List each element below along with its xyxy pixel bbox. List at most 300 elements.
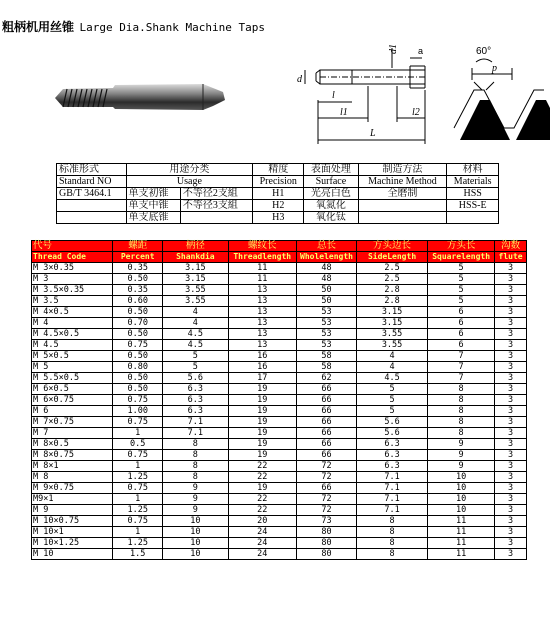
column-header: Thread Code <box>32 252 113 263</box>
table-cell: 3 <box>495 384 527 395</box>
table-cell: 3 <box>495 483 527 494</box>
table-cell: 11 <box>228 263 296 274</box>
table-cell: 5 <box>357 406 428 417</box>
table-cell: 5 <box>428 296 495 307</box>
standard-row <box>57 212 499 224</box>
table-cell: 2.8 <box>357 296 428 307</box>
column-header: Squarelength <box>428 252 495 263</box>
table-cell: 66 <box>296 395 356 406</box>
table-cell: 8 <box>428 406 495 417</box>
table-cell: 8 <box>357 527 428 538</box>
table-cell: 7.1 <box>357 483 428 494</box>
table-cell: 3 <box>495 472 527 483</box>
table-cell: 7.1 <box>163 428 228 439</box>
table-cell: 11 <box>428 527 495 538</box>
table-cell: 2.8 <box>357 285 428 296</box>
column-header: 柄径 <box>163 241 228 252</box>
table-cell: 3 <box>495 285 527 296</box>
table-cell: 7.1 <box>357 472 428 483</box>
column-header: 总长 <box>296 241 356 252</box>
standard-cell <box>447 212 499 224</box>
table-cell: 6.3 <box>163 406 228 417</box>
title-english: Large Dia.Shank Machine Taps <box>79 21 265 34</box>
table-cell: 58 <box>296 351 356 362</box>
table-cell: 5.6 <box>163 373 228 384</box>
table-cell: 4.5 <box>357 373 428 384</box>
table-cell: 48 <box>296 263 356 274</box>
table-cell: 0.60 <box>113 296 163 307</box>
table-cell: 6.3 <box>163 395 228 406</box>
label-l1: l1 <box>340 107 348 118</box>
standard-cell: Surface <box>304 176 358 188</box>
table-row <box>32 516 527 527</box>
table-cell: 10 <box>428 472 495 483</box>
standard-info-table <box>56 163 499 224</box>
table-cell: 0.75 <box>113 417 163 428</box>
table-row <box>32 417 527 428</box>
table-cell: M 9×0.75 <box>32 483 113 494</box>
label-angle: 60° <box>476 46 492 57</box>
column-header: Threadlength <box>228 252 296 263</box>
table-cell: 80 <box>296 538 356 549</box>
table-cell: M 5×0.5 <box>32 351 113 362</box>
table-cell: M 3 <box>32 274 113 285</box>
table-cell: 6.3 <box>357 439 428 450</box>
table-cell: 62 <box>296 373 356 384</box>
table-cell: M 8×0.5 <box>32 439 113 450</box>
table-row <box>32 395 527 406</box>
table-cell: M9×1 <box>32 494 113 505</box>
table-cell: 0.80 <box>113 362 163 373</box>
standard-cell: 单支底锥 <box>126 212 180 224</box>
table-cell: 13 <box>228 296 296 307</box>
table-row <box>32 450 527 461</box>
table-row <box>32 439 527 450</box>
column-header: 代号 <box>32 241 113 252</box>
tap-spec-table <box>31 240 527 560</box>
table-row <box>32 384 527 395</box>
standard-cell: 不等径2支組 <box>180 188 252 200</box>
table-cell: 0.35 <box>113 285 163 296</box>
tap-dimension-drawing <box>292 40 457 150</box>
table-cell: M 4 <box>32 318 113 329</box>
standard-cell <box>358 212 447 224</box>
table-cell: 3 <box>495 461 527 472</box>
standard-cell: H1 <box>253 188 304 200</box>
table-cell: 3 <box>495 417 527 428</box>
table-cell: 66 <box>296 417 356 428</box>
table-cell: 17 <box>228 373 296 384</box>
table-cell: 3.15 <box>357 318 428 329</box>
table-cell: 6 <box>428 329 495 340</box>
standard-cell: 单支中锥 <box>126 200 180 212</box>
table-row <box>32 373 527 384</box>
standard-row <box>57 164 499 176</box>
table-row <box>32 362 527 373</box>
table-cell: 11 <box>428 538 495 549</box>
table-row <box>32 406 527 417</box>
table-cell: 5 <box>357 395 428 406</box>
table-cell: 19 <box>228 395 296 406</box>
table-cell: 3 <box>495 505 527 516</box>
standard-cell: GB/T 3464.1 <box>57 188 127 200</box>
table-cell: 6 <box>428 340 495 351</box>
table-cell: 13 <box>228 340 296 351</box>
table-cell: 73 <box>296 516 356 527</box>
table-cell: 5 <box>428 285 495 296</box>
label-a: a <box>418 46 424 56</box>
table-cell: 3.15 <box>357 307 428 318</box>
table-cell: 11 <box>428 549 495 560</box>
table-cell: 3 <box>495 395 527 406</box>
table-cell: 7.1 <box>357 494 428 505</box>
table-cell: 0.5 <box>113 439 163 450</box>
table-cell: 19 <box>228 384 296 395</box>
table-cell: 8 <box>163 439 228 450</box>
standard-row <box>57 200 499 212</box>
table-cell: M 8×0.75 <box>32 450 113 461</box>
thread-profile-drawing <box>452 40 552 140</box>
table-cell: 19 <box>228 483 296 494</box>
table-cell: 3 <box>495 428 527 439</box>
table-cell: 22 <box>228 494 296 505</box>
table-cell: 6 <box>428 307 495 318</box>
table-cell: 10 <box>163 549 228 560</box>
table-cell: M 3.5 <box>32 296 113 307</box>
standard-cell: 标准形式 <box>57 164 127 176</box>
table-cell: 8 <box>163 472 228 483</box>
table-cell: 3 <box>495 329 527 340</box>
table-row <box>32 494 527 505</box>
table-cell: 1.5 <box>113 549 163 560</box>
standard-row <box>57 188 499 200</box>
standard-cell: Usage <box>126 176 253 188</box>
table-cell: 80 <box>296 527 356 538</box>
table-cell: 1.25 <box>113 505 163 516</box>
table-cell: M 7 <box>32 428 113 439</box>
table-cell: M 4.5 <box>32 340 113 351</box>
table-cell: 6.3 <box>357 450 428 461</box>
table-cell: 24 <box>228 527 296 538</box>
table-cell: 5.6 <box>357 428 428 439</box>
table-cell: 6.3 <box>357 461 428 472</box>
table-cell: 3 <box>495 494 527 505</box>
standard-cell: HSS-E <box>447 200 499 212</box>
table-cell: 10 <box>428 494 495 505</box>
table-cell: 66 <box>296 428 356 439</box>
standard-cell: 制造方法 <box>358 164 447 176</box>
table-cell: 0.70 <box>113 318 163 329</box>
standard-cell: Standard NO <box>57 176 127 188</box>
standard-cell <box>57 200 127 212</box>
table-cell: 10 <box>428 505 495 516</box>
table-cell: 3.15 <box>163 274 228 285</box>
table-cell: 50 <box>296 296 356 307</box>
table-row <box>32 461 527 472</box>
table-cell: 0.50 <box>113 329 163 340</box>
table-row <box>32 505 527 516</box>
table-cell: 0.75 <box>113 395 163 406</box>
table-cell: 16 <box>228 362 296 373</box>
table-cell: M 3×0.35 <box>32 263 113 274</box>
table-cell: 7 <box>428 373 495 384</box>
table-cell: 3 <box>495 373 527 384</box>
table-row <box>32 263 527 274</box>
table-cell: 1 <box>113 494 163 505</box>
standard-cell: 全磨制 <box>358 188 447 200</box>
table-cell: 9 <box>163 505 228 516</box>
label-d: d <box>297 74 302 85</box>
table-cell: 1 <box>113 428 163 439</box>
table-cell: 72 <box>296 461 356 472</box>
table-cell: 7 <box>428 362 495 373</box>
table-cell: 5 <box>163 362 228 373</box>
table-cell: 8 <box>357 538 428 549</box>
table-cell: 24 <box>228 549 296 560</box>
table-cell: 3 <box>495 263 527 274</box>
table-cell: 3 <box>495 274 527 285</box>
table-cell: 8 <box>428 384 495 395</box>
standard-cell: Materials <box>447 176 499 188</box>
column-header: Percent <box>113 252 163 263</box>
table-cell: 0.35 <box>113 263 163 274</box>
standard-cell <box>358 200 447 212</box>
table-cell: M 3.5×0.35 <box>32 285 113 296</box>
table-cell: 13 <box>228 329 296 340</box>
table-cell: 19 <box>228 417 296 428</box>
column-header: Shankdia <box>163 252 228 263</box>
table-cell: 11 <box>428 516 495 527</box>
table-cell: 4.5 <box>163 329 228 340</box>
table-cell: 5 <box>428 263 495 274</box>
table-row <box>32 307 527 318</box>
standard-cell: 光亮白色 <box>304 188 358 200</box>
table-cell: M 6 <box>32 406 113 417</box>
table-row <box>32 351 527 362</box>
table-cell: 5 <box>357 384 428 395</box>
table-cell: 9 <box>428 439 495 450</box>
table-cell: 5 <box>428 274 495 285</box>
table-cell: 9 <box>163 494 228 505</box>
table-cell: 1 <box>113 527 163 538</box>
table-cell: 80 <box>296 549 356 560</box>
table-cell: M 4×0.5 <box>32 307 113 318</box>
table-cell: 66 <box>296 406 356 417</box>
table-row <box>32 549 527 560</box>
table-cell: 3 <box>495 450 527 461</box>
standard-cell <box>180 212 252 224</box>
table-cell: 8 <box>428 417 495 428</box>
table-cell: 6 <box>428 318 495 329</box>
table-cell: 4.5 <box>163 340 228 351</box>
table-cell: 2.5 <box>357 274 428 285</box>
table-cell: 0.50 <box>113 373 163 384</box>
table-cell: 11 <box>228 274 296 285</box>
table-cell: 13 <box>228 285 296 296</box>
table-cell: M 4.5×0.5 <box>32 329 113 340</box>
column-header: flute <box>495 252 527 263</box>
column-header: 螺距 <box>113 241 163 252</box>
table-cell: 4 <box>163 318 228 329</box>
table-cell: M 9 <box>32 505 113 516</box>
table-cell: 72 <box>296 494 356 505</box>
table-cell: 7.1 <box>357 505 428 516</box>
standard-cell: 用途分类 <box>126 164 253 176</box>
column-header: 方头边长 <box>357 241 428 252</box>
table-cell: 4 <box>357 351 428 362</box>
table-cell: 0.75 <box>113 516 163 527</box>
table-cell: 0.75 <box>113 483 163 494</box>
table-row <box>32 428 527 439</box>
table-cell: 66 <box>296 483 356 494</box>
label-l2: l2 <box>412 107 420 118</box>
standard-cell: 氧化钛 <box>304 212 358 224</box>
table-cell: 10 <box>163 538 228 549</box>
table-cell: 3 <box>495 549 527 560</box>
standard-cell: H2 <box>253 200 304 212</box>
table-cell: 9 <box>428 450 495 461</box>
table-row <box>32 472 527 483</box>
table-cell: 5 <box>163 351 228 362</box>
table-cell: 13 <box>228 307 296 318</box>
table-cell: 19 <box>228 406 296 417</box>
table-cell: 3 <box>495 538 527 549</box>
table-cell: 3.55 <box>357 329 428 340</box>
table-cell: 3 <box>495 527 527 538</box>
table-cell: M 10×1 <box>32 527 113 538</box>
table-cell: 72 <box>296 505 356 516</box>
table-cell: M 5.5×0.5 <box>32 373 113 384</box>
table-cell: 8 <box>428 395 495 406</box>
table-cell: 0.50 <box>113 351 163 362</box>
label-p: p <box>492 63 497 74</box>
table-cell: 0.50 <box>113 384 163 395</box>
table-cell: 8 <box>428 428 495 439</box>
table-row <box>32 296 527 307</box>
label-l: l <box>332 90 335 101</box>
table-cell: 1 <box>113 461 163 472</box>
table-cell: 3.55 <box>357 340 428 351</box>
table-cell: 48 <box>296 274 356 285</box>
table-row <box>32 527 527 538</box>
table-cell: 53 <box>296 307 356 318</box>
table-cell: 3 <box>495 439 527 450</box>
table-cell: 20 <box>228 516 296 527</box>
column-header: 沟数 <box>495 241 527 252</box>
spec-header-row <box>32 241 527 252</box>
table-cell: 16 <box>228 351 296 362</box>
table-cell: 3 <box>495 516 527 527</box>
table-cell: 8 <box>163 450 228 461</box>
table-cell: 0.50 <box>113 274 163 285</box>
table-cell: 3.55 <box>163 296 228 307</box>
table-cell: 8 <box>163 461 228 472</box>
table-cell: 0.50 <box>113 307 163 318</box>
standard-cell: 表面处理 <box>304 164 358 176</box>
table-cell: 22 <box>228 505 296 516</box>
table-cell: 3 <box>495 351 527 362</box>
table-cell: M 10×1.25 <box>32 538 113 549</box>
table-cell: 3 <box>495 340 527 351</box>
table-cell: M 8 <box>32 472 113 483</box>
table-row <box>32 340 527 351</box>
table-row <box>32 318 527 329</box>
table-cell: 19 <box>228 428 296 439</box>
table-cell: 66 <box>296 439 356 450</box>
table-cell: 19 <box>228 450 296 461</box>
standard-cell: 精度 <box>253 164 304 176</box>
standard-cell: HSS <box>447 188 499 200</box>
table-cell: 58 <box>296 362 356 373</box>
table-cell: 10 <box>163 527 228 538</box>
label-d1: d1 <box>388 44 399 54</box>
table-cell: 4 <box>357 362 428 373</box>
table-cell: 53 <box>296 340 356 351</box>
table-cell: 4 <box>163 307 228 318</box>
standard-cell: H3 <box>253 212 304 224</box>
table-row <box>32 329 527 340</box>
table-cell: 22 <box>228 472 296 483</box>
table-cell: 3.15 <box>163 263 228 274</box>
tap-product-image <box>53 78 228 118</box>
table-cell: 1.25 <box>113 472 163 483</box>
table-row <box>32 285 527 296</box>
standard-cell: 氧氮化 <box>304 200 358 212</box>
column-header: 螺纹长 <box>228 241 296 252</box>
table-cell: M 6×0.5 <box>32 384 113 395</box>
table-cell: 66 <box>296 384 356 395</box>
table-cell: 8 <box>357 549 428 560</box>
table-cell: 72 <box>296 472 356 483</box>
table-cell: 3 <box>495 307 527 318</box>
table-cell: M 10 <box>32 549 113 560</box>
table-cell: 19 <box>228 439 296 450</box>
table-cell: M 6×0.75 <box>32 395 113 406</box>
standard-row <box>57 176 499 188</box>
table-cell: 3 <box>495 362 527 373</box>
table-cell: M 7×0.75 <box>32 417 113 428</box>
title-chinese: 粗柄机用丝锥 <box>2 20 75 34</box>
table-cell: 5.6 <box>357 417 428 428</box>
table-cell: 0.75 <box>113 450 163 461</box>
table-row <box>32 483 527 494</box>
table-cell: 9 <box>428 461 495 472</box>
table-cell: 1.00 <box>113 406 163 417</box>
table-cell: 9 <box>163 483 228 494</box>
standard-cell <box>57 212 127 224</box>
table-cell: 1.25 <box>113 538 163 549</box>
standard-cell: 不等径3支組 <box>180 200 252 212</box>
table-cell: 7 <box>428 351 495 362</box>
table-cell: 10 <box>428 483 495 494</box>
table-cell: M 8×1 <box>32 461 113 472</box>
table-cell: 66 <box>296 450 356 461</box>
table-cell: 2.5 <box>357 263 428 274</box>
table-cell: 7.1 <box>163 417 228 428</box>
table-row <box>32 538 527 549</box>
column-header: SideLength <box>357 252 428 263</box>
table-cell: 0.75 <box>113 340 163 351</box>
standard-cell: Machine Method <box>358 176 447 188</box>
table-cell: M 5 <box>32 362 113 373</box>
table-cell: 13 <box>228 318 296 329</box>
table-cell: 3 <box>495 296 527 307</box>
table-cell: 50 <box>296 285 356 296</box>
label-L: L <box>370 128 376 139</box>
table-row <box>32 274 527 285</box>
column-header: Wholelength <box>296 252 356 263</box>
table-cell: 6.3 <box>163 384 228 395</box>
